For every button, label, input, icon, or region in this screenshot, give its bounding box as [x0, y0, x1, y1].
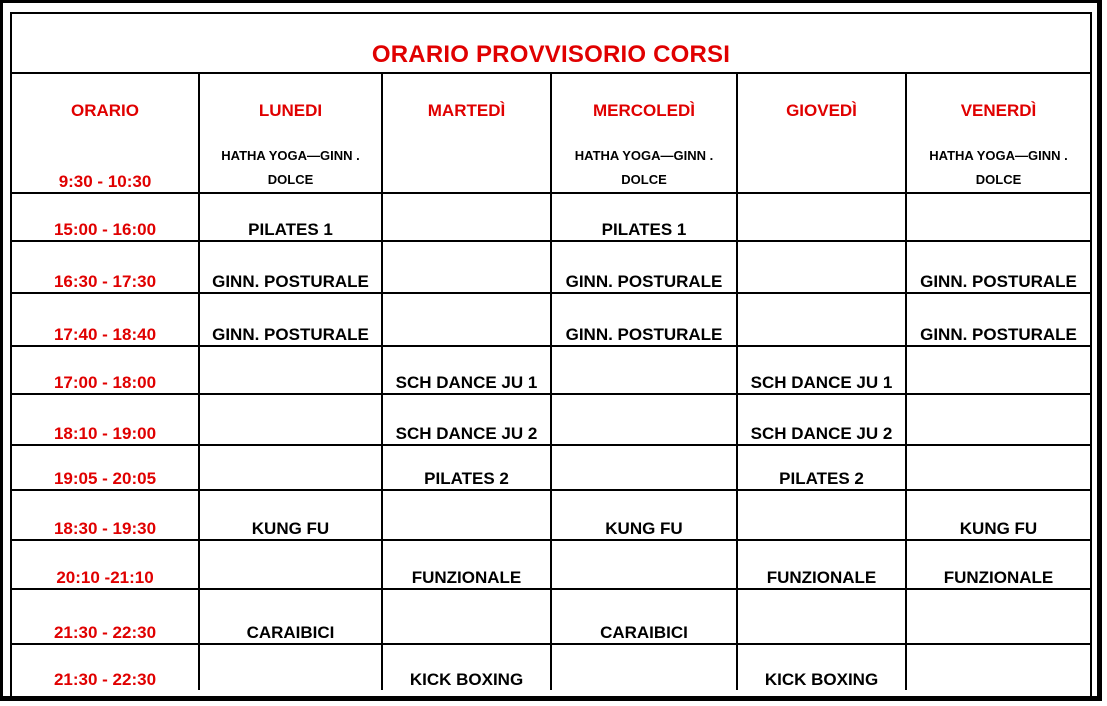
course-cell: PILATES 2 — [382, 445, 551, 490]
course-cell: CARAIBICI — [199, 589, 382, 644]
course-cell — [551, 644, 737, 690]
table-row — [12, 644, 1090, 690]
course-cell — [906, 394, 1090, 445]
course-cell — [551, 394, 737, 445]
column-header-thursday: GIOVEDÌ — [737, 72, 906, 121]
course-cell: GINN. POSTURALE — [906, 241, 1090, 293]
time-slot: 20:10 -21:10 — [12, 540, 199, 589]
course-cell: KICK BOXING — [737, 644, 906, 690]
course-cell: KUNG FU — [551, 490, 737, 540]
course-cell — [737, 121, 906, 193]
course-cell — [382, 241, 551, 293]
table-row — [12, 293, 1090, 346]
title-row — [12, 14, 1090, 74]
course-cell: PILATES 2 — [737, 445, 906, 490]
course-cell — [551, 540, 737, 589]
header-row — [12, 72, 1090, 121]
table-row — [12, 394, 1090, 445]
course-cell: KICK BOXING — [382, 644, 551, 690]
course-cell — [382, 589, 551, 644]
course-cell — [737, 589, 906, 644]
course-cell: KUNG FU — [906, 490, 1090, 540]
table-row — [12, 193, 1090, 241]
course-cell: GINN. POSTURALE — [199, 293, 382, 346]
course-cell — [737, 293, 906, 346]
table-row — [12, 121, 1090, 193]
course-cell: PILATES 1 — [551, 193, 737, 241]
table-row — [12, 346, 1090, 394]
course-cell: GINN. POSTURALE — [551, 241, 737, 293]
course-cell — [199, 394, 382, 445]
course-cell: HATHA YOGA—GINN . DOLCE — [906, 121, 1090, 193]
column-header-time: ORARIO — [12, 72, 199, 121]
schedule-table — [12, 72, 1090, 690]
course-cell: FUNZIONALE — [737, 540, 906, 589]
course-cell: SCH DANCE JU 1 — [382, 346, 551, 394]
time-slot: 17:00 - 18:00 — [12, 346, 199, 394]
course-cell — [551, 346, 737, 394]
course-cell: FUNZIONALE — [906, 540, 1090, 589]
course-cell — [906, 644, 1090, 690]
course-cell: GINN. POSTURALE — [906, 293, 1090, 346]
course-cell: GINN. POSTURALE — [199, 241, 382, 293]
page-title: ORARIO PROVVISORIO CORSI — [371, 41, 731, 68]
course-cell — [737, 490, 906, 540]
course-cell: GINN. POSTURALE — [551, 293, 737, 346]
course-cell — [551, 445, 737, 490]
table-row — [12, 241, 1090, 293]
course-cell — [906, 589, 1090, 644]
course-cell — [199, 445, 382, 490]
course-cell — [737, 193, 906, 241]
schedule-sheet — [10, 12, 1092, 698]
time-slot: 21:30 - 22:30 — [12, 644, 199, 690]
course-cell: CARAIBICI — [551, 589, 737, 644]
time-slot: 9:30 - 10:30 — [12, 121, 199, 193]
time-slot: 16:30 - 17:30 — [12, 241, 199, 293]
course-cell: FUNZIONALE — [382, 540, 551, 589]
course-cell: SCH DANCE JU 2 — [737, 394, 906, 445]
course-cell: KUNG FU — [199, 490, 382, 540]
time-slot: 17:40 - 18:40 — [12, 293, 199, 346]
course-cell — [906, 193, 1090, 241]
table-row — [12, 445, 1090, 490]
course-cell — [382, 193, 551, 241]
column-header-wednesday: MERCOLEDÌ — [551, 72, 737, 121]
time-slot: 21:30 - 22:30 — [12, 589, 199, 644]
course-cell — [906, 346, 1090, 394]
time-slot: 18:30 - 19:30 — [12, 490, 199, 540]
course-cell — [199, 346, 382, 394]
column-header-tuesday: MARTEDÌ — [382, 72, 551, 121]
table-row — [12, 490, 1090, 540]
column-header-friday: VENERDÌ — [906, 72, 1090, 121]
course-cell: PILATES 1 — [199, 193, 382, 241]
table-row — [12, 589, 1090, 644]
course-cell: SCH DANCE JU 1 — [737, 346, 906, 394]
time-slot: 18:10 - 19:00 — [12, 394, 199, 445]
course-cell — [906, 445, 1090, 490]
course-cell — [199, 540, 382, 589]
course-cell — [737, 241, 906, 293]
course-cell: HATHA YOGA—GINN . DOLCE — [551, 121, 737, 193]
course-cell — [382, 490, 551, 540]
course-cell — [199, 644, 382, 690]
course-cell: HATHA YOGA—GINN . DOLCE — [199, 121, 382, 193]
course-cell — [382, 293, 551, 346]
course-cell: SCH DANCE JU 2 — [382, 394, 551, 445]
table-row — [12, 540, 1090, 589]
time-slot: 19:05 - 20:05 — [12, 445, 199, 490]
column-header-monday: LUNEDI — [199, 72, 382, 121]
time-slot: 15:00 - 16:00 — [12, 193, 199, 241]
course-cell — [382, 121, 551, 193]
